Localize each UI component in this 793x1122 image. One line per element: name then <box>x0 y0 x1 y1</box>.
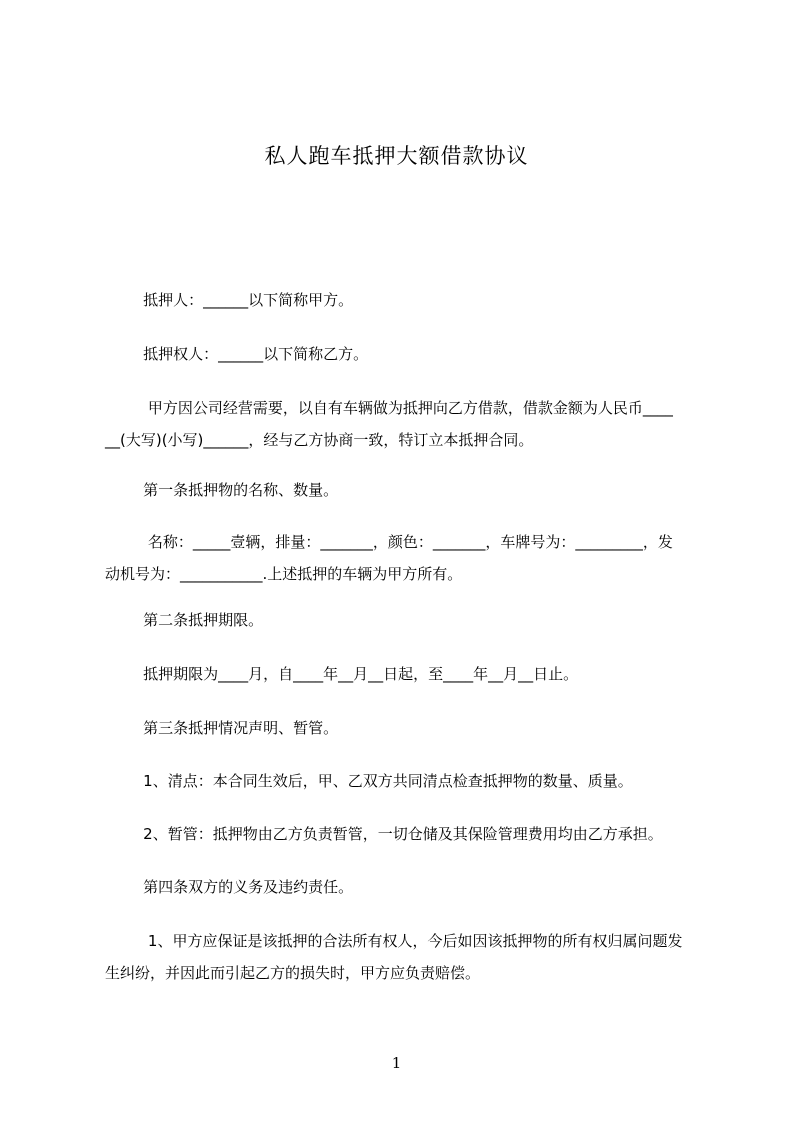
paragraph-inventory-check: 1、清点：本合同生效后，甲、乙双方共同清点检查抵押物的数量、质量。 <box>105 772 633 790</box>
paragraph-mortgage-term: 抵押期限为____月，自____年__月__日起，至____年__月__日止。 <box>105 665 579 683</box>
heading-article-4: 第四条双方的义务及违约责任。 <box>105 878 354 896</box>
paragraph-ownership-guarantee: 1、甲方应保证是该抵押的合法所有权人，今后如因该抵押物的所有权归属问题发 生纠纷，并因此而引起乙方的损失时，甲方应负责赔偿。 <box>105 932 683 982</box>
paragraph-loan-purpose: 甲方因公司经营需要，以自有车辆做为抵押向乙方借款，借款金额为人民币____ __(大写)(小写)______，经与乙方协商一致，特订立本抵押合同。 <box>105 399 673 449</box>
heading-article-2: 第二条抵押期限。 <box>105 611 264 629</box>
page-number: 1 <box>391 1054 402 1072</box>
paragraph-custody: 2、暂管：抵押物由乙方负责暂管，一切仓储及其保险管理费用均由乙方承担。 <box>105 825 663 843</box>
paragraph-mortgagee: 抵押权人：______以下简称乙方。 <box>105 345 369 363</box>
paragraph-mortgagor: 抵押人：______以下简称甲方。 <box>105 291 354 309</box>
heading-article-3: 第三条抵押情况声明、暂管。 <box>105 719 339 737</box>
paragraph-collateral-details: 名称：_____壹辆，排量：_______，颜色：_______，车牌号为：_________，发 动机号为：___________.上述抵押的车辆为甲方所有。 <box>105 533 673 583</box>
document-title: 私人跑车抵押大额借款协议 <box>264 144 529 168</box>
heading-article-1: 第一条抵押物的名称、数量。 <box>105 481 339 499</box>
